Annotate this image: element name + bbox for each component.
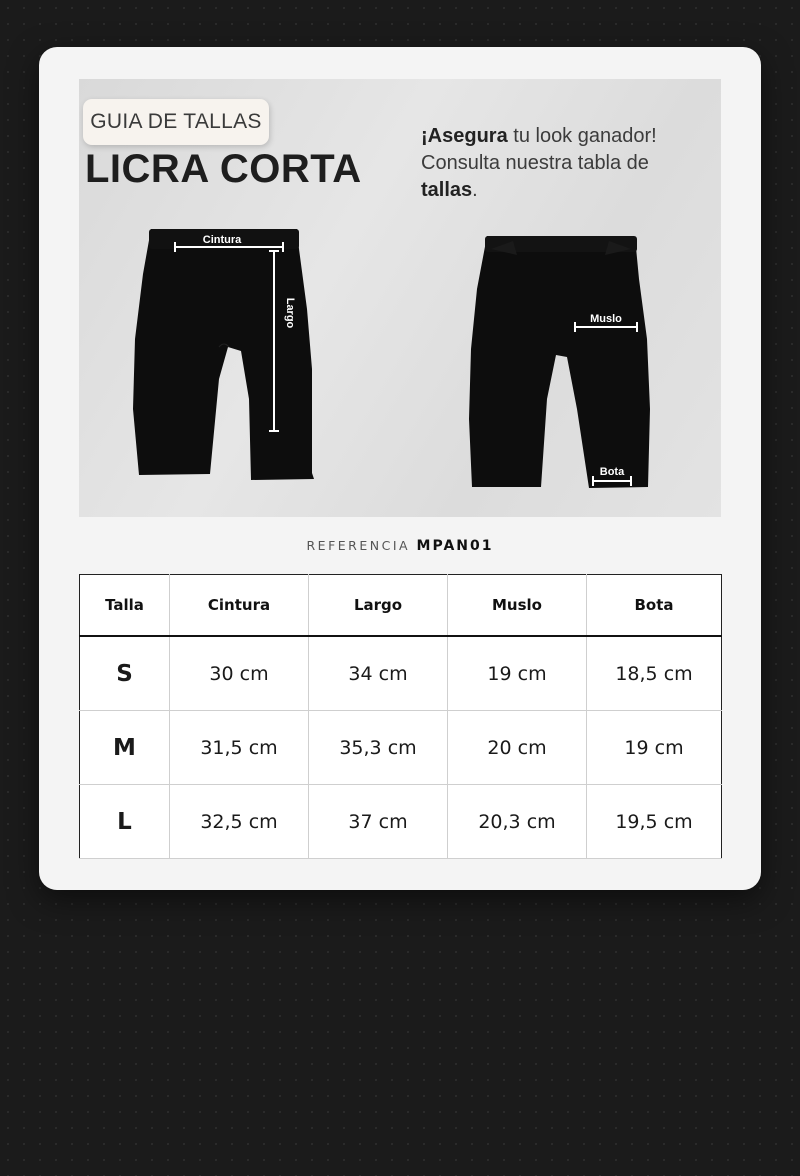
table-row — [80, 785, 722, 859]
bota-cell: 19 cm — [587, 711, 722, 785]
largo-cell: 34 cm — [309, 636, 448, 711]
bota-label: Bota — [599, 466, 625, 478]
shorts-front-view — [133, 229, 314, 480]
promo-period: . — [472, 179, 478, 201]
reference-label: REFERENCIA — [306, 538, 411, 553]
muslo-cell: 20 cm — [448, 711, 587, 785]
largo-label: Largo — [284, 297, 296, 329]
size-table — [79, 574, 722, 859]
promo-tallas: tallas — [421, 179, 473, 201]
promo-line2: Consulta nuestra tabla de — [421, 152, 649, 174]
cintura-cell: 32,5 cm — [170, 785, 309, 859]
muslo-cell: 19 cm — [448, 636, 587, 711]
reference-code: MPAN01 — [416, 538, 494, 554]
cintura-label: Cintura — [202, 234, 242, 246]
size-guide-banner — [79, 79, 721, 517]
size-cell: M — [80, 711, 170, 785]
header-muslo: Muslo — [448, 575, 587, 637]
table-row — [80, 636, 722, 711]
bota-cell: 19,5 cm — [587, 785, 722, 859]
header-largo: Largo — [309, 575, 448, 637]
header-bota: Bota — [587, 575, 722, 637]
largo-cell: 37 cm — [309, 785, 448, 859]
size-cell: S — [80, 636, 170, 711]
product-reference — [39, 538, 761, 554]
largo-cell: 35,3 cm — [309, 711, 448, 785]
cintura-cell: 31,5 cm — [170, 711, 309, 785]
size-cell: L — [80, 785, 170, 859]
product-title: LICRA CORTA — [85, 147, 362, 191]
table-row — [80, 711, 722, 785]
size-guide-badge-text: GUIA DE TALLAS — [90, 110, 262, 133]
muslo-cell: 20,3 cm — [448, 785, 587, 859]
muslo-label: Muslo — [590, 313, 622, 325]
header-cintura: Cintura — [170, 575, 309, 637]
shorts-back-view — [469, 236, 650, 488]
header-talla: Talla — [80, 575, 170, 637]
shorts-illustration — [79, 79, 721, 517]
cintura-cell: 30 cm — [170, 636, 309, 711]
bota-cell: 18,5 cm — [587, 636, 722, 711]
promo-line1: tu look ganador! — [507, 125, 657, 147]
size-guide-card — [39, 47, 761, 890]
promo-highlight: ¡Asegura — [421, 125, 508, 147]
table-header-row — [80, 575, 722, 637]
